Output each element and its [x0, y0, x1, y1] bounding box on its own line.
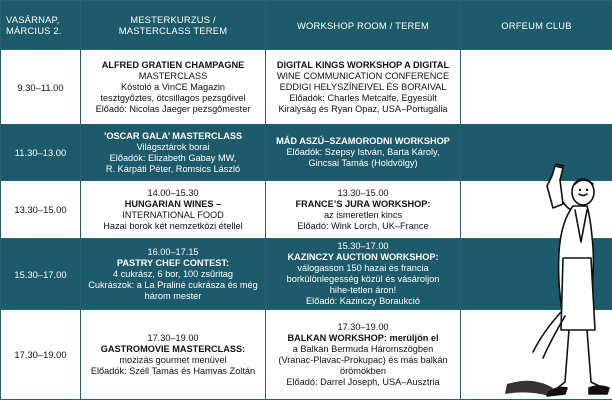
cell-line: ’OSCAR GALA’ MASTERCLASS	[103, 130, 243, 141]
orfeum-cell	[461, 239, 612, 310]
time-cell: 15.30–17.00	[1, 239, 81, 310]
cell-line: HUNGARIAN WINES –	[124, 198, 222, 209]
cell-line: GASTROMOVIE MASTERCLASS:	[100, 343, 246, 354]
header-orfeum-line: ORFEUM CLUB	[501, 19, 572, 31]
cell-line: Előadó: Kazinczy Boraukció	[306, 296, 420, 306]
header-masterclass-line: MESTERKURZUS /	[130, 14, 216, 25]
cell-line: Előadók: Széll Tamás és Hamvas Zoltán	[90, 365, 256, 376]
header-day-line: VASÁRNAP,	[6, 14, 60, 25]
cell-line: Előadó: Darrel Joseph, USA–Ausztria	[286, 376, 440, 387]
header-row	[1, 1, 612, 50]
masterclass-cell	[81, 181, 266, 239]
cell-line: INTERNATIONAL FOOD	[122, 209, 224, 220]
header-day-line: MÁRCIUS 2.	[6, 25, 62, 36]
workshop-cell	[266, 181, 461, 239]
cell-line: 15.30–17.00	[337, 241, 389, 251]
header-workshop-line: WORKSHOP ROOM / TEREM	[297, 19, 429, 31]
orfeum-cell	[461, 125, 612, 181]
cell-line: BALKAN WORKSHOP: merüljön el	[287, 332, 439, 343]
cell-line: R. Kárpáti Péter, Romsics László	[105, 163, 241, 174]
masterclass-cell	[81, 125, 266, 181]
table-row	[1, 310, 612, 400]
header-masterclass-line: MASTERCLASS TEREM	[118, 25, 228, 36]
cell-line: (Vranac-Plavac-Prokupac) és más balkán	[278, 354, 448, 365]
masterclass-cell	[81, 310, 266, 400]
cell-line: 13.30–15.00	[337, 187, 389, 198]
cell-line: Gincsai Tamás (Holdvölgy)	[308, 158, 418, 168]
orfeum-cell	[461, 181, 612, 239]
table-row	[1, 50, 612, 125]
cell-line: tesztgyőztes, ötcsillagos pezsgőivel	[100, 92, 246, 103]
workshop-cell	[266, 239, 461, 310]
cell-line: 14.00–15.30	[147, 187, 199, 198]
cell-line: MASTERCLASS	[138, 70, 208, 81]
cell-line: WINE COMMUNICATION CONFERENCE	[276, 70, 450, 81]
table-row	[1, 125, 612, 181]
masterclass-cell	[81, 50, 266, 125]
cell-line: 4 cukrász, 6 bor, 100 zsűritag	[112, 268, 233, 279]
cell-line: az ismeretlen kincs	[323, 209, 403, 220]
cell-line: a Balkán Bermuda Háromszögben	[292, 343, 434, 354]
cell-line: örömökben	[340, 365, 386, 376]
cell-line: DIGITAL KINGS WORKSHOP A DIGITAL	[276, 59, 450, 70]
time-cell: 17.30–19.00	[1, 310, 81, 400]
cell-line: KAZINCZY AUCTION WORKSHOP:	[287, 252, 439, 262]
cell-line: 17.30–19.00	[337, 321, 389, 332]
cell-line: borkülönlegesség közül és vásároljon	[286, 274, 440, 284]
cell-line: Kóstoló a VinCE Magazin	[120, 81, 225, 92]
workshop-cell	[266, 310, 461, 400]
cell-line: hihe-tetlen áron!	[329, 285, 397, 295]
orfeum-cell	[461, 310, 612, 400]
cell-line: Előadók: Szepsy István, Barta Károly,	[286, 147, 440, 157]
header-orfeum	[461, 1, 612, 50]
cell-line: 17.30–19.00	[147, 332, 199, 343]
masterclass-cell	[81, 239, 266, 310]
cell-line: EDDIGI HELYSZÍNEIVEL ÉS BORAIVAL	[279, 81, 447, 92]
cell-line: Előadók: Elizabeth Gabay MW,	[109, 152, 237, 163]
cell-line: három mester	[144, 290, 202, 301]
workshop-cell	[266, 50, 461, 125]
table-row	[1, 239, 612, 310]
time-cell: 13.30–15.00	[1, 181, 81, 239]
cell-line: MÁD ASZÚ–SZAMORODNI WORKSHOP	[276, 136, 450, 146]
cell-line: mozizás gourmet menüvel	[119, 354, 227, 365]
time-cell: 11.30–13.00	[1, 125, 81, 181]
cell-line: válogasson 150 hazai és francia	[297, 263, 429, 273]
table-row	[1, 181, 612, 239]
cell-line: ALFRED GRATIEN CHAMPAGNE	[101, 59, 245, 70]
cell-line: PASTRY CHEF CONTEST:	[116, 257, 230, 268]
cell-line: Királyság és Ryan Opaz, USA–Portugália	[278, 103, 448, 114]
cell-line: Előadó: Wink Lorch, UK–France	[297, 220, 429, 231]
header-workshop	[266, 1, 461, 50]
cell-line: FRANCE’S JURA WORKSHOP:	[295, 198, 431, 209]
orfeum-cell	[461, 50, 612, 125]
header-masterclass	[81, 1, 266, 50]
header-day	[1, 1, 81, 50]
cell-line: Cukrászok: a La Praliné cukrásza és még	[88, 279, 258, 290]
cell-line: Előadók: Charles Metcalfe, Egyesült	[289, 92, 437, 103]
time-cell: 9.30–11.00	[1, 50, 81, 125]
cell-line: Hazai borok két nemzetközi étellel	[103, 220, 243, 231]
cell-line: Világsztárok borai	[136, 141, 210, 152]
cell-line: Előadó: Nicolas Jaeger pezsgőmester	[95, 103, 251, 114]
cell-line: 16.00–17.15	[147, 246, 199, 257]
workshop-cell	[266, 125, 461, 181]
